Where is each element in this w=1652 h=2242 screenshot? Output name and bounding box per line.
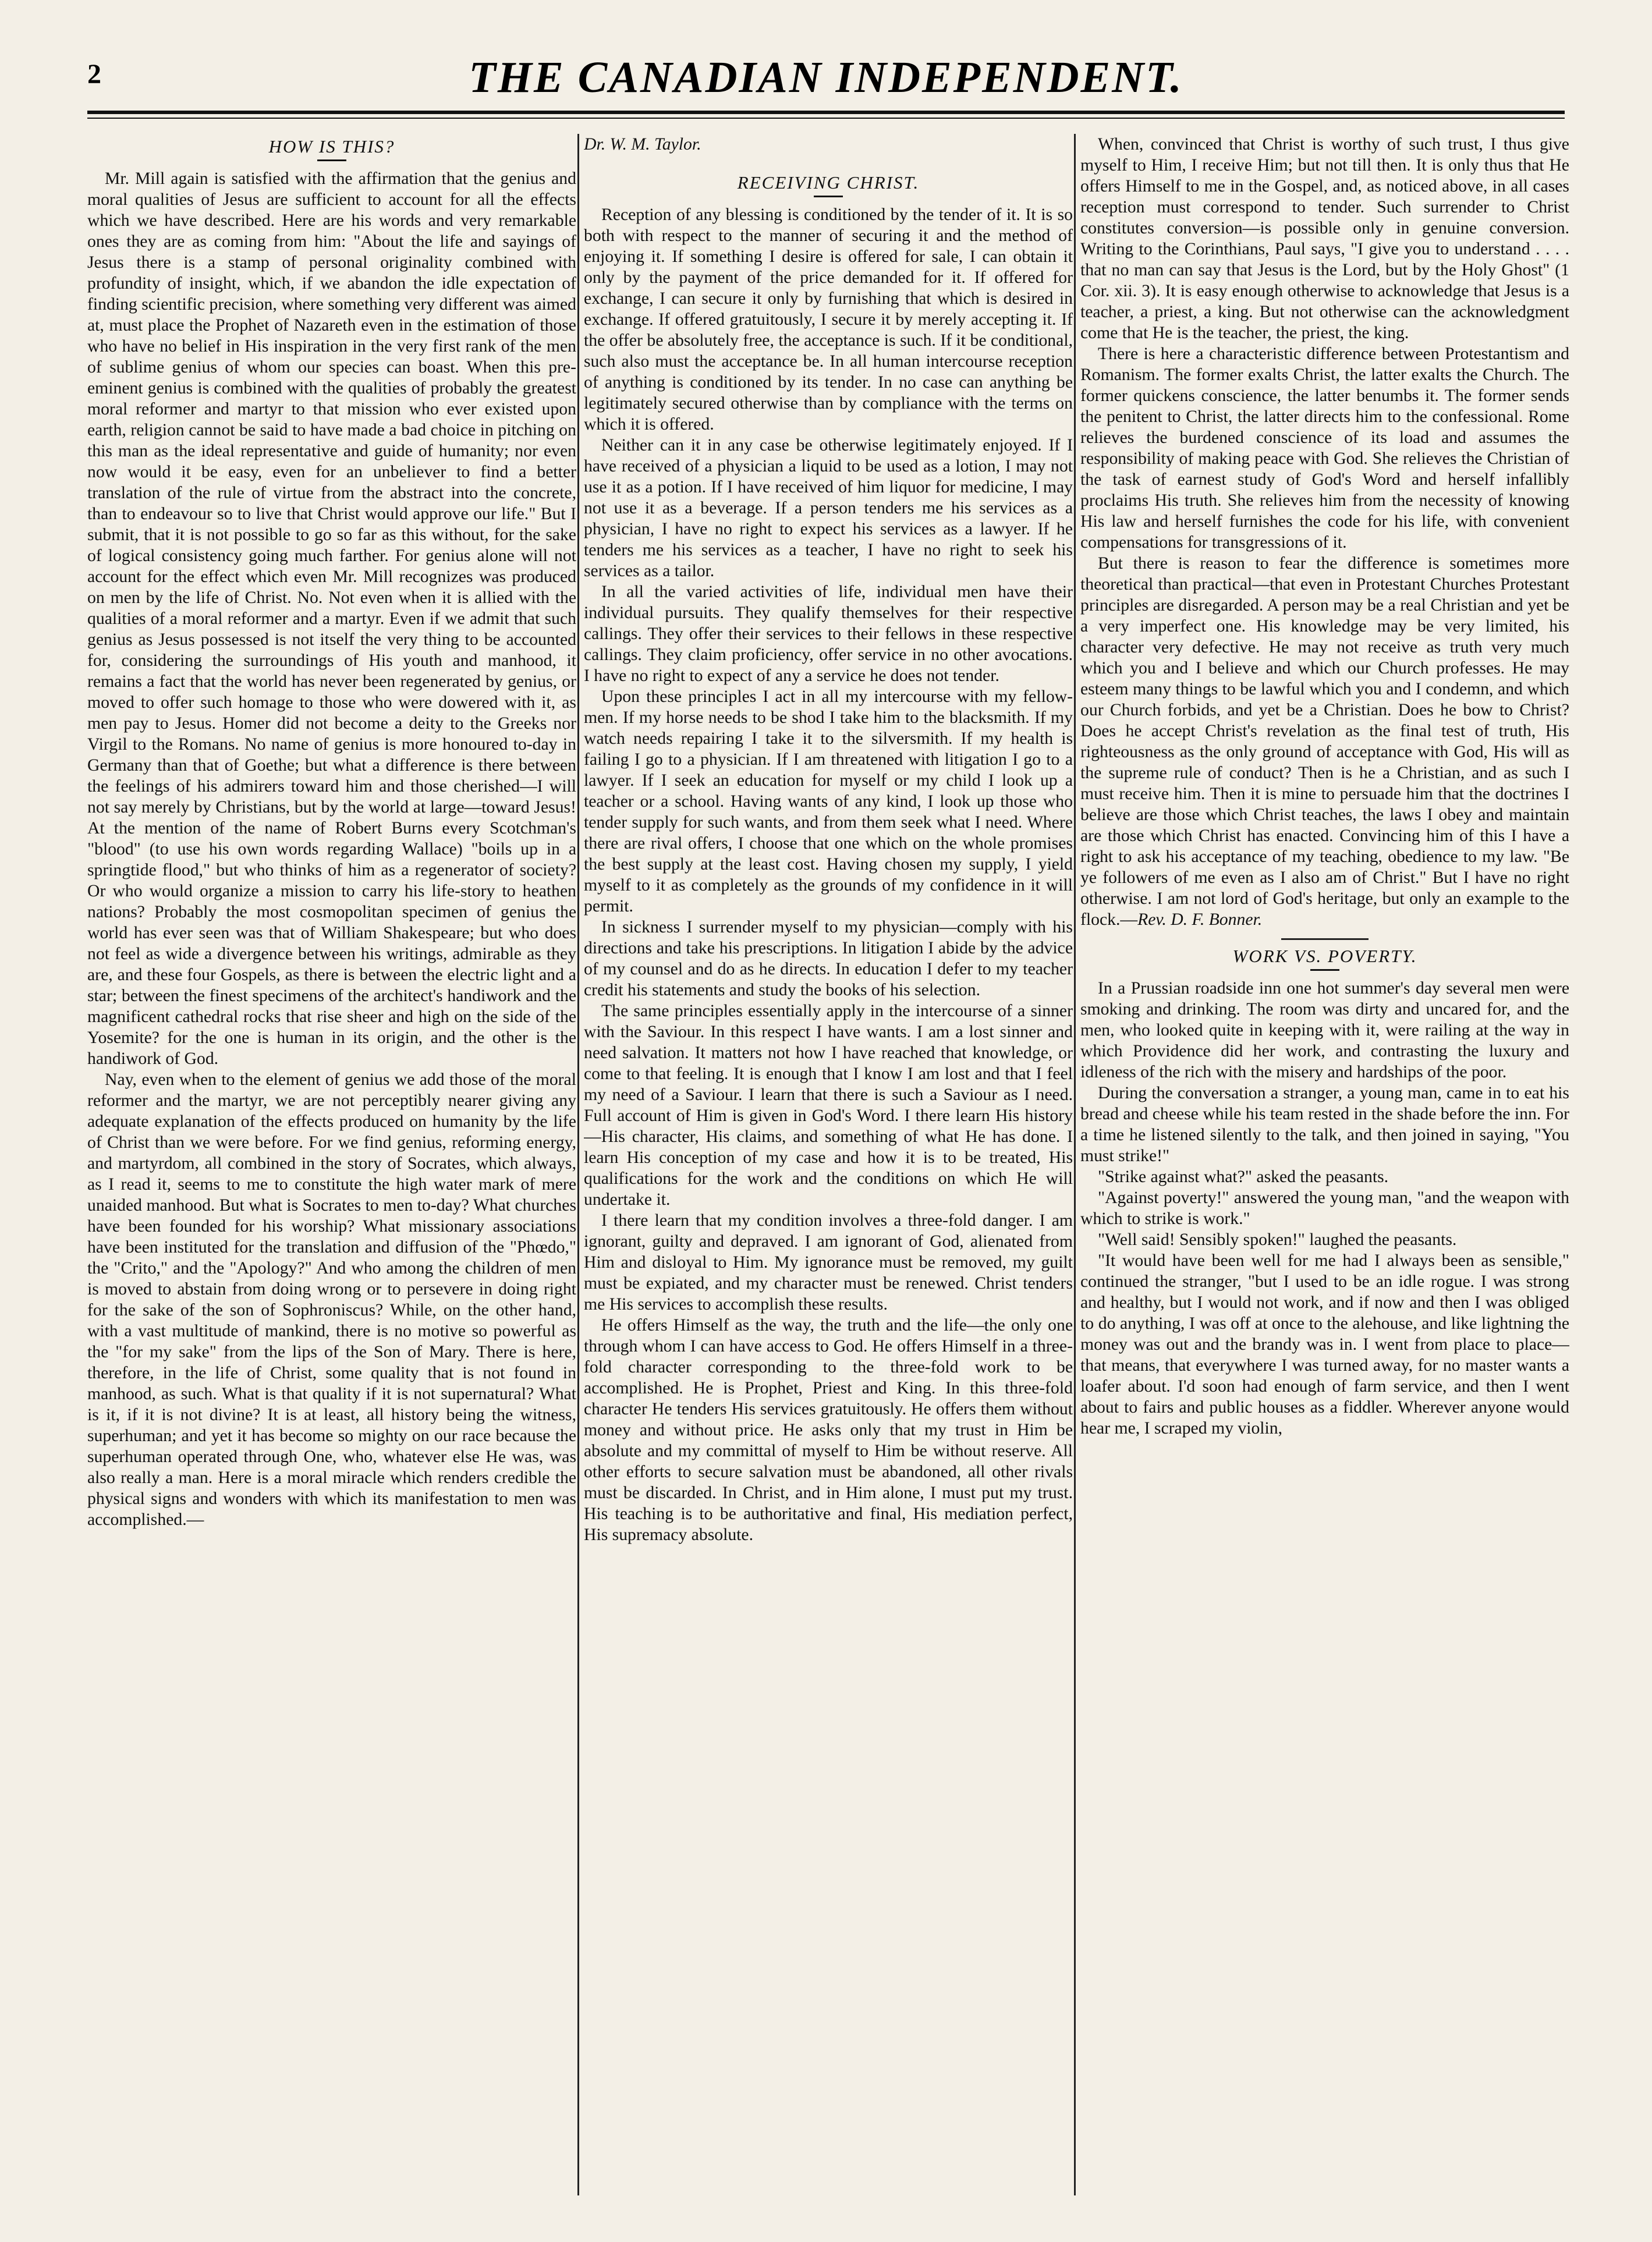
article-separator [1281,938,1369,940]
article-paragraph: During the conversation a stranger, a young man, came in to eat his bread and cheese while his team rested in the shade before the inn. For a time he listened silently to the talk, and then joined in saying, "You must strike!" [1080,1084,1569,1165]
article-paragraph: Reception of any blessing is conditioned by the tender of it. It is so both with respect to the manner of securing it and the method of enjoying it. If something I desire is offered for sale, I can obtain it only by the payment of the price demanded for it. If offered for exchange, I can secure it only by furnishing that which is desired in exchange. If offered gratuitously, I secure it by merely accepting it. If the offer be absolutely free, the acceptance is such. If it be conditional, such also must the acceptance be. In all human intercourse reception of anything is conditioned by its tender. In no case can anything be legitimately secured otherwise than by compliance with the terms on which it is offered. [584,205,1073,434]
header-rule-thin [87,118,1565,119]
article-paragraph: There is here a characteristic difference between Protestantism and Romanism. The former exalts Christ, the latter exalts the Church. The former quickens conscience, the latter benumbs it. The former sends the penitent to Christ, the latter directs him to the confessional. Rome relieves the burdened conscience of its load and assumes the responsibility of making peace with God. She relieves the Christian of the task of earnest study of God's Word and herself infallibly proclaims His truth. She relieves him from the necessity of knowing His law and herself furnishes the code for his life, with convenient compensations for transgressions of it. [1080,345,1569,552]
article-paragraph: He offers Himself as the way, the truth and the life—the only one through whom I can have access to God. He offers Himself in a three-fold character corresponding to the three-fold work to be accomplished. He is Prophet, Priest and King. In this three-fold character He tenders His services gratuitously. He offers them without money and without price. He asks only that my trust in Him be absolute and my committal of myself to Him be without reserve. All other efforts to secure salvation must be abandoned, all other rivals must be discarded. In Christ, and in Him alone, I must put my trust. His teaching is to be authoritative and final, His mediation perfect, His supremacy absolute. [584,1316,1073,1544]
newspaper-title: THE CANADIAN INDEPENDENT. [469,53,1183,102]
article-paragraph: The same principles essentially apply in the intercourse of a sinner with the Saviour. In this respect I have wants. I am a lost sinner and need salvation. It matters not how I have reached that knowledge, or come to that feeling. It is enough that I know I am lost and that I feel my need of a Saviour. I learn that there is such a Saviour as I need. Full account of Him is given in God's Word. I there learn His history—His character, His claims, and something of what He has done. I learn His conception of my case and how it is to be treated, His qualifications for the work and the conditions on which He will undertake it. [584,1002,1073,1209]
article-title: WORK VS. POVERTY. [1232,946,1417,966]
article-paragraph: Upon these principles I act in all my intercourse with my fellow-men. If my horse needs to be shod I take him to the blacksmith. If my watch needs repairing I take it to the silversmith. If my health is failing I go to a physician. If I am threatened with litigation I go to a lawyer. If I seek an education for myself or my child I look up a teacher or a school. Having wants of any kind, I look up those who tender supply for such wants, and from them seek what I need. Where there are rival offers, I choose that one which on the whole promises the best supply at the least cost. Having chosen my supply, I yield myself to it as completely as the grounds of my confidence in it will permit. [584,687,1073,916]
article-paragraph: "It would have been well for me had I always been as sensible," continued the stranger, "but I used to be an idle rogue. I was strong and healthy, but I would not work, and if now and then I was obliged to do anything, I was off at once to the alehouse, and like lightning the money was out and the brandy was in. I went from place to place—that means, that everywhere I was turned away, for no master wants a loafer about. I'd soon had enough of farm service, and then I went about to fairs and public houses as a fiddler. Wherever anyone would hear me, I scraped my violin, [1080,1251,1569,1438]
column-3 [1080,134,1569,2195]
article-paragraph: "Against poverty!" answered the young man, "and the weapon with which to strike is work." [1080,1189,1569,1228]
byline: Rev. D. F. Bonner. [1137,910,1263,929]
title-rule [317,159,346,161]
article-paragraph: When, convinced that Christ is worthy of such trust, I thus give myself to Him, I receive Him; but not till then. It is only thus that He offers Himself to me in the Gospel, and, as noticed above, in all cases reception must correspond to tender. Such surrender to Christ constitutes conversion—is possible only in genuine conversion. Writing to the Corinthians, Paul says, "I give you to understand . . . . that no man can say that Jesus is the Lord, but by the Holy Ghost" (1 Cor. xii. 3). It is easy enough otherwise to acknowledge that Jesus is a teacher, a priest, a king. But not otherwise can the acknowledgment come that He is the teacher, the priest, the king. [1080,135,1569,342]
article-paragraph: In sickness I surrender myself to my physician—comply with his directions and take his prescriptions. In litigation I abide by the advice of my counsel and do as he directs. In education I defer to my teacher credit his statements and study the books of his selection. [584,918,1073,999]
article-title: RECEIVING CHRIST. [737,172,920,193]
column-divider [577,134,579,2195]
column-2 [584,134,1073,2195]
article-paragraph [1080,553,1569,930]
column-divider [1074,134,1076,2195]
article-paragraph: "Strike against what?" asked the peasants. [1098,1168,1389,1186]
article-paragraph: Nay, even when to the element of genius we add those of the moral reformer and the martyr, we are not perceptibly nearer giving any adequate explanation of the effects produced on humanity by the life of Christ than we were before. For we find genius, reforming energy, and martyrdom, all combined in the story of Socrates, which always, as I read it, seems to me to constitute the high water mark of mere unaided manhood. But what is Socrates to men to-day? What churches have been founded for his worship? What missionary associations have been instituted for the translation and diffusion of the "Phœdo," the "Crito," and the "Apology?" And who among the children of men is moved to abstain from doing wrong or to persevere in doing right for the sake of the son of Sophroniscus? While, on the other hand, with a vast multitude of mankind, there is no motive so powerful as the "for my sake" from the lips of the Son of Mary. There is here, therefore, in the life of Christ, some quality that is not found in manhood, as such. What is that quality if it is not supernatural? What is it, if it is not divine? It is at least, all history being the witness, superhuman; and yet it has become so mighty on our race because the superhuman operated through One, who, whatever else He was, was also really a man. Here is a moral miracle which renders credible the physical signs and wonders with which its manifestation to men was accomplished.— [87,1070,576,1529]
header-rule-thick [87,111,1565,114]
article-paragraph: In a Prussian roadside inn one hot summer's day several men were smoking and drinking. The room was dirty and uncared for, and the men, who looked quite in keeping with it, were railing at the way in which Providence did her work, and contrasting the luxury and idleness of the rich with the misery and hardships of the poor. [1080,979,1569,1081]
article-title: HOW IS THIS? [268,136,395,157]
article-paragraph: In all the varied activities of life, individual men have their individual pursuits. They qualify themselves for their respective callings. They offer their services to their fellows in these respective callings. They claim proficiency, offer service in no other avocations. I have no right to expect of any a service he does not tender. [584,583,1073,685]
paragraph-text: But there is reason to fear the difference is sometimes more theoretical than practical—that even in Protestant Churches Protestant principles are disregarded. A person may be a real Christian and yet be a very imperfect one. His knowledge may be very limited, his character very defective. He may not receive as truth very much which you and I believe and which our Church professes. He may esteem many things to be lawful which you and I condemn, and which our Church forbids, and yet be a Christian. Does he bow to Christ? Does he accept Christ's revelation as the final test of truth, His righteousness as the only ground of acceptance with God, His will as the supreme rule of conduct? Then is he a Christian, and as such I must receive him. Then it is mine to persuade him that the doctrines I believe are those which Christ teaches, the laws I obey and maintain are those which Christ has enacted. Convincing him of this I have a right to ask his acceptance of my teaching, obedience to my law. "Be ye followers of me even as I also am of Christ." But I have no right otherwise. I am not lord of God's heritage, but only an example to the flock.— [1080,554,1569,929]
article-paragraph: Mr. Mill again is satisfied with the affirmation that the genius and moral qualities of Jesus are sufficient to account for all the effects which we have described. Here are his words and very remarkable ones they are as coming from him: "About the life and sayings of Jesus there is a stamp of personal originality combined with profundity of insight, which, if we abandon the idle expectation of finding scientific precision, where something very different was aimed at, must place the Prophet of Nazareth even in the estimation of those who have no belief in His inspiration in the very first rank of the men of sublime genius of whom our species can boast. When this pre-eminent genius is combined with the qualities of probably the greatest moral reformer and martyr to that mission who ever existed upon earth, religion cannot be said to have made a bad choice in pitching on this man as the ideal representative and guide of humanity; nor even now would it be easy, even for an unbeliever to find a better translation of the rule of virtue from the abstract into the concrete, than to endeavour so to live that Christ would approve our life." But I submit, that it is not possible to go so far as this without, for the sake of logical consistency going much farther. For genius alone will not account for the effect which even Mr. Mill recognizes was produced on men by the life of Christ. No. Not even when it is allied with the qualities of a moral reformer and a martyr. Even if we admit that such genius as Jesus possessed is not itself the very thing to be accounted for, considering the surroundings of His youth and manhood, it remains a fact that the world has never been regenerated by genius, or moved to offer such homage to those who were dowered with it, as men pay to Jesus. Homer did not become a deity to the Greeks nor Virgil to the Romans. No name of genius is more honoured to-day in Germany than that of Goethe; but what a difference is there between the feelings of his admirers toward him and those cherished—I will not say merely by Christians, but by the world at large—toward Jesus! At the mention of the name of Robert Burns every Scotchman's "blood" (to use his own words regarding Wallace) "boils up in a springtide flood," but who thinks of him as a regenerator of society? Or who would organize a mission to carry his life-story to heathen nations? Probably the most cosmopolitan specimen of genius the world has ever seen was that of William Shakespeare; but who does not feel as wide a divergence between his writings, admirable as they are, and these four Gospels, as there is between the electric light and a star; between the finest specimens of the architect's handiwork and the magnificent cathedral rocks that rise sheer and high on the side of the Yosemite? for the one is human in its origin, and the other is the handiwork of God. [87,169,576,1068]
article-paragraph: "Well said! Sensibly spoken!" laughed the peasants. [1098,1230,1457,1249]
column-1 [87,134,576,2195]
article-paragraph: Neither can it in any case be otherwise legitimately enjoyed. If I have received of a physician a liquid to be used as a lotion, I may not use it as a potion. If I have received of him liquor for medicine, I may not use it as a beverage. If a person tenders me his services as a physician, I have no right to expect his services as a lawyer. If he tenders me his services as a teacher, I have no right to seek his services as a tailor. [584,436,1073,580]
article-paragraph: I there learn that my condition involves a three-fold danger. I am ignorant, guilty and depraved. I am ignorant of God, alienated from Him and disloyal to Him. My ignorance must be removed, my guilt must be expiated, and my character must be renewed. Christ tenders me His services to accomplish these results. [584,1211,1073,1314]
article-byline [584,134,1073,155]
title-rule [814,196,843,197]
masthead [87,52,1565,111]
byline: Dr. W. M. Taylor. [584,135,701,154]
title-rule [1310,969,1339,971]
page-number: 2 [87,59,101,90]
